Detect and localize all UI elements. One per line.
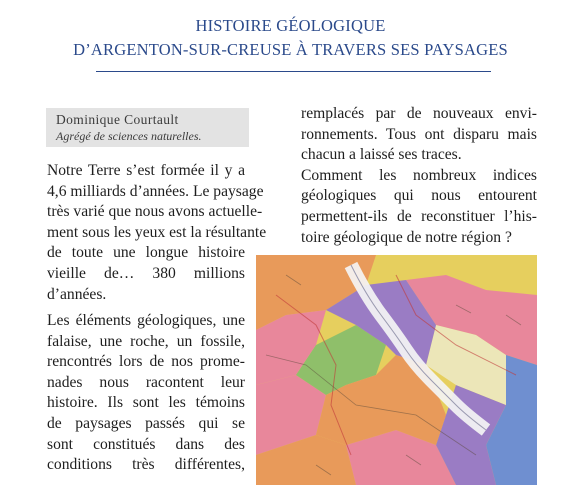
text-line: de paysages passés qui se <box>47 414 245 432</box>
paragraph-intro <box>47 161 267 305</box>
text-line: ment sous les yeux est la résultante <box>47 223 267 241</box>
paragraph-continued <box>301 104 537 166</box>
text-line: chacun a laissé ses traces. <box>301 146 462 164</box>
text-line: falaise, une roche, un fossile, <box>47 332 245 350</box>
text-line: Notre Terre s’est formée il y a <box>47 162 245 179</box>
paragraph-elements <box>47 311 245 476</box>
text-line: très varié que nous avons actuelle- <box>47 203 263 221</box>
left-column <box>47 161 267 474</box>
author-box <box>46 108 249 147</box>
text-line: 4,6 milliards d’années. Le paysage <box>47 182 264 200</box>
geological-map <box>256 255 537 485</box>
text-line: ronnements. Tous ont disparu mais <box>301 125 537 143</box>
text-line: conditions très différentes, <box>47 456 245 474</box>
text-line: vieille de… 380 millions <box>47 264 245 282</box>
text-line: sont constitués dans des <box>47 435 245 453</box>
paragraph-question <box>301 166 537 248</box>
article-title-line-1: HISTOIRE GÉOLOGIQUE <box>195 16 386 35</box>
text-line: Les éléments géologiques, une <box>47 312 245 329</box>
text-line: permettent-ils de reconstituer l’his- <box>301 207 537 225</box>
right-column <box>301 104 537 248</box>
text-line: Comment les nombreux indices <box>301 166 537 184</box>
title-divider <box>96 71 491 72</box>
article-title-line-2: D’ARGENTON-SUR-CREUSE À TRAVERS SES PAYSAGES <box>73 40 508 59</box>
text-line: de toute une longue histoire <box>47 244 245 262</box>
text-line: rencontrés lors de nos prome- <box>47 353 245 371</box>
text-line: nades nous racontent leur <box>47 373 245 391</box>
text-line: géologiques qui nous entourent <box>301 187 537 205</box>
author-name: Dominique Courtault <box>56 112 179 127</box>
text-line: histoire. Ils sont les témoins <box>47 394 245 412</box>
text-line: toire géologique de notre région ? <box>301 228 512 246</box>
text-line: remplacés par de nouveaux envi- <box>301 105 537 122</box>
author-role: Agrégé de sciences naturelles. <box>56 129 202 143</box>
text-line: d’années. <box>47 285 107 303</box>
